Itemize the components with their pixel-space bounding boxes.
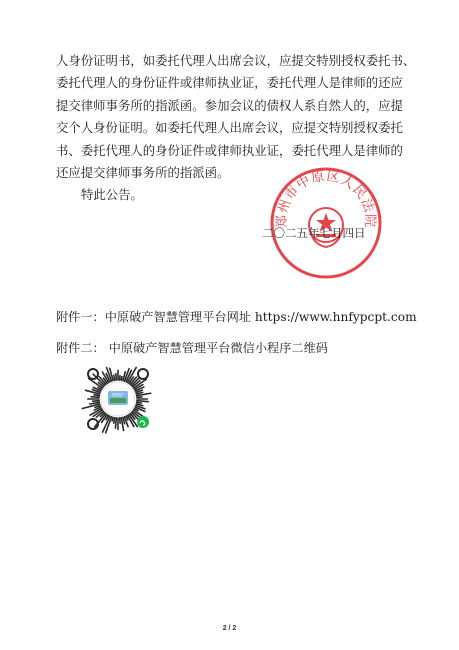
qr-logo-label: 智慧破产 xyxy=(111,393,125,397)
paragraph-line: 提交律师事务所的指派函。参加会议的债权人系自然人的，应提 xyxy=(56,97,403,113)
paragraph-line: 交个人身份证明。如委托代理人出席会议，应提交特别授权委托 xyxy=(56,120,403,136)
paragraph-line: 还应提交律师事务所的指派函。 xyxy=(56,165,230,181)
qr-ray xyxy=(114,418,115,424)
paragraph-line: 书、委托代理人的身份证件或律师执业证，委托代理人是律师的 xyxy=(56,142,403,158)
mini-program-qr-code xyxy=(79,360,157,438)
wechat-mini-program-icon xyxy=(137,416,149,428)
page-number: 2 / 2 xyxy=(222,625,237,632)
qr-ray xyxy=(112,417,113,421)
paragraph-line: 委托代理人的身份证件或律师执业证，委托代理人是律师的还应 xyxy=(56,75,403,91)
qr-ray xyxy=(121,377,122,381)
attachment-1: 附件一：中原破产智慧管理平台网址 https://www.hnfypcpt.com xyxy=(56,310,417,324)
attachment-2: 附件二： 中原破产智慧管理平台微信小程序二维码 xyxy=(56,341,328,355)
paragraph-line: 人身份证明书，如委托代理人出席会议，应提交特别授权委托书、 xyxy=(56,53,416,68)
qr-ray xyxy=(137,401,148,402)
seal-text: 郑州市中原区人民法院 xyxy=(274,169,378,229)
qr-ray xyxy=(116,374,117,380)
qr-ray xyxy=(93,401,99,402)
qr-ray xyxy=(114,375,115,380)
qr-ray xyxy=(137,402,142,403)
qr-ray xyxy=(115,418,116,428)
qr-finder xyxy=(138,369,148,379)
court-seal xyxy=(268,165,384,281)
date-text: 二〇二五年七月四日 xyxy=(262,226,366,240)
qr-ray xyxy=(91,397,99,398)
closing-text: 特此公告。 xyxy=(81,187,143,203)
qr-ray xyxy=(94,395,99,396)
